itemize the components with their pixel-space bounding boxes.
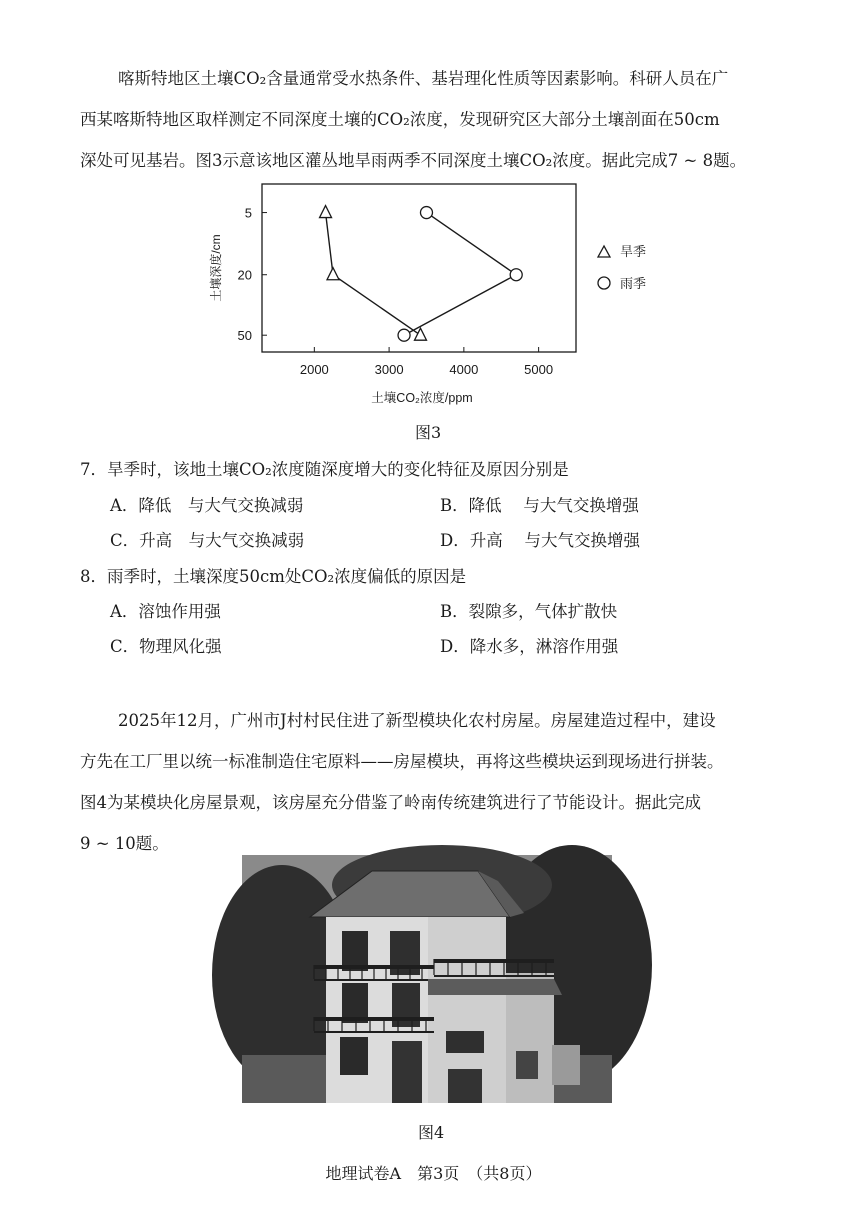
- passage-1: [80, 58, 780, 181]
- legend-marker-dry: [598, 246, 610, 257]
- data-point-triangle: [414, 328, 426, 340]
- data-point-circle: [420, 207, 432, 219]
- passage-2: [80, 700, 780, 864]
- passage-2-line-4: 9 ~ 10题。: [80, 834, 169, 853]
- x-tick-label: 4000: [449, 362, 479, 377]
- passage-2-line-3: 图4为某模块化房屋景观，该房屋充分借鉴了岭南传统建筑进行了节能设计。据此完成: [80, 793, 701, 812]
- passage-1-line-3: 深处可见基岩。图3示意该地区灌丛地旱雨两季不同深度土壤CO₂浓度。据此完成7 ~ 8题。: [80, 151, 747, 170]
- figure-4-house-photo: [242, 855, 612, 1103]
- q7-option-b: B．降低 与大气交换增强: [440, 496, 639, 515]
- x-axis-label: 土壤CO₂浓度/ppm: [371, 391, 473, 405]
- page-footer: 地理试卷A 第3页 （共8页）: [325, 1164, 542, 1183]
- x-tick-label: 2000: [299, 362, 329, 377]
- q7-option-c: C．升高 与大气交换减弱: [110, 531, 305, 550]
- house-illustration: [242, 855, 612, 1103]
- legend: [598, 244, 646, 291]
- passage-1-line-2: 西某喀斯特地区取样测定不同深度土壤的CO₂浓度，发现研究区大部分土壤剖面在50cm: [80, 110, 720, 129]
- q7-option-a: A．降低 与大气交换减弱: [110, 496, 304, 515]
- q8-option-a: A．溶蚀作用强: [110, 602, 221, 621]
- passage-1-line-1: 喀斯特地区土壤CO₂含量通常受水热条件、基岩理化性质等因素影响。科研人员在广: [118, 69, 729, 88]
- data-point-circle: [510, 269, 522, 281]
- passage-2-line-1: 2025年12月，广州市J村村民住进了新型模块化农村房屋。房屋建造过程中，建设: [118, 711, 716, 730]
- q7-option-d: D．升高 与大气交换增强: [440, 531, 640, 550]
- data-point-triangle: [327, 268, 339, 280]
- legend-label-dry: 旱季: [620, 244, 647, 259]
- figure-3-caption: 图3: [415, 423, 442, 442]
- y-tick-label: 20: [237, 267, 252, 283]
- passage-2-line-2: 方先在工厂里以统一标准制造住宅原料——房屋模块，再将这些模块运到现场进行拼装。: [80, 752, 724, 771]
- q8-stem: 8．雨季时，土壤深度50cm处CO₂浓度偏低的原因是: [80, 567, 467, 586]
- figure-4-caption: 图4: [418, 1123, 445, 1142]
- q7-stem: 7．旱季时，该地土壤CO₂浓度随深度增大的变化特征及原因分别是: [80, 460, 569, 479]
- series-line-dry: [326, 213, 421, 336]
- series-layer: [320, 206, 523, 342]
- data-point-circle: [398, 329, 410, 341]
- axis-ticks: [238, 206, 554, 377]
- x-tick-label: 5000: [524, 362, 554, 377]
- y-axis-label: 土壤深度/cm: [209, 234, 223, 302]
- series-line-rainy: [404, 213, 516, 336]
- legend-label-rainy: 雨季: [620, 276, 647, 291]
- q8-option-c: C．物理风化强: [110, 637, 222, 656]
- q8-option-d: D．降水多，淋溶作用强: [440, 637, 619, 656]
- y-tick-label: 5: [244, 205, 252, 221]
- data-point-triangle: [320, 206, 332, 218]
- y-tick-label: 50: [237, 328, 252, 344]
- q8-option-b: B．裂隙多，气体扩散快: [440, 602, 618, 621]
- x-tick-label: 3000: [374, 362, 404, 377]
- legend-marker-rainy: [598, 277, 610, 289]
- figure-3-chart: [196, 176, 647, 411]
